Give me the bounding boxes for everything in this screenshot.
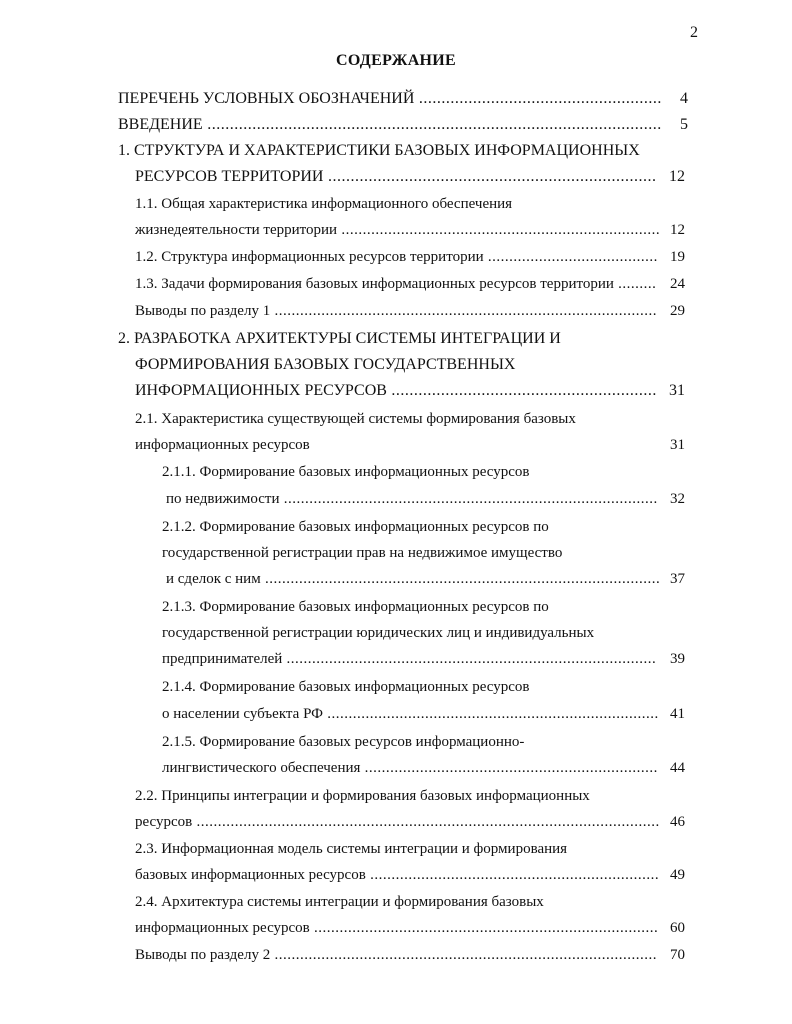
leader-dots: ................................................................................. [309,920,659,936]
toc-entry-line [135,246,792,268]
toc-entry-text: жизнедеятельности территории [135,222,338,238]
leader-dots: ........................................................................... [337,222,661,238]
toc-page-number: 37 [670,571,685,587]
toc-entry-line [135,944,792,966]
toc-page-number: 32 [670,491,685,507]
toc-entry-line [135,838,792,860]
toc-page-number: 60 [670,920,685,936]
toc-entry-text: 2.1.4. Формирование базовых информационных ресурсов [162,679,530,695]
leader-dots: ............................................................................................................. [192,814,660,830]
leader-dots: .......................................................................................... [270,947,657,963]
toc-entry-text: информационных ресурсов [135,437,310,453]
toc-entry-text: 2.1.1. Формирование базовых информационных ресурсов [162,464,530,480]
toc-entry-text: лингвистического обеспечения [162,760,361,776]
toc-entry-text: информационных ресурсов [135,920,310,936]
toc-entry-line [135,300,792,322]
toc-entry-text: 2.1. Характеристика существующей системы формирования базовых [135,411,576,427]
leader-dots: ..................................................................... [360,760,658,776]
toc-entry-text: предпринимателей [162,651,283,667]
toc-entry-line [135,811,792,833]
toc-entry-text: 2.4. Архитектура системы интеграции и формирования базовых [135,894,544,910]
toc-entry-line [135,273,792,295]
toc-entry-line [135,193,792,215]
toc-entry-line [162,542,792,564]
toc-page-number: 49 [670,867,685,883]
toc-page-number: 29 [670,303,685,319]
toc-entry-line [118,114,792,136]
toc-entry-text: 2.1.3. Формирование базовых информационных ресурсов по [162,599,549,615]
toc-entry-line [118,140,792,162]
toc-entry-text: 1.3. Задачи формирования базовых информационных ресурсов территории [135,276,614,292]
toc-entry-line [162,516,792,538]
toc-page-number: 41 [670,706,685,722]
toc-entry-text: по недвижимости [166,491,280,507]
toc-entry-text: ресурсов [135,814,193,830]
toc-entry-line [135,380,792,402]
leader-dots: ........................................ [483,249,658,265]
toc-entry-text: 2.1.2. Формирование базовых информационных ресурсов по [162,519,549,535]
toc-entry-text: 1. СТРУКТУРА И ХАРАКТЕРИСТИКИ БАЗОВЫХ ИНФОРМАЦИОННЫХ [118,142,640,159]
leader-dots: ....................................................................................... [282,651,657,667]
toc-entry-line [162,731,792,753]
page-number: 2 [690,24,698,41]
toc-entry-text: 2.1.5. Формирование базовых ресурсов информационно- [162,734,525,750]
toc-entry-text: ВВЕДЕНИЕ [118,116,203,133]
toc-entry-text: ИНФОРМАЦИОННЫХ РЕСУРСОВ [135,382,387,399]
toc-entry-line [118,88,792,110]
toc-entry-line [135,891,792,913]
toc-entry-line [135,354,792,376]
toc-page-number: 24 [670,276,685,292]
leader-dots: ........................................................... [386,382,657,399]
toc-page-number: 4 [680,90,688,107]
toc-page-number: 44 [670,760,685,776]
toc-entry-line [135,166,792,188]
leader-dots: .................................................................... [365,867,660,883]
toc-entry-text: 1.1. Общая характеристика информационного обеспечения [135,196,513,212]
toc-page-number: 19 [670,249,685,265]
toc-entry-text: государственной регистрации прав на недвижимое имущество [162,545,563,561]
page-title: СОДЕРЖАНИЕ [335,52,457,69]
toc-entry-line [135,434,792,456]
toc-entry-text: 2. РАЗРАБОТКА АРХИТЕКТУРЫ СИСТЕМЫ ИНТЕГРАЦИИ И [118,330,561,347]
leader-dots: ..................................................................................................... [202,116,662,133]
toc-entry-text: ПЕРЕЧЕНЬ УСЛОВНЫХ ОБОЗНАЧЕНИЙ [118,90,415,107]
toc-entry-line [162,461,792,483]
toc-page-number: 46 [670,814,685,830]
toc-entry-line [166,488,792,510]
toc-page-number: 39 [670,651,685,667]
leader-dots: ...................................................... [414,90,662,107]
toc-entry-text: 2.2. Принципы интеграции и формирования базовых информационных [135,788,590,804]
leader-dots: .......................................................................................... [270,303,657,319]
toc-entry-text: РЕСУРСОВ ТЕРРИТОРИИ [135,168,324,185]
toc-page-number: 70 [670,947,685,963]
toc-entry-line [135,864,792,886]
toc-entry-line [162,703,792,725]
toc-entry-text: о населении субъекта РФ [162,706,324,722]
toc-entry-line [135,408,792,430]
toc-entry-line [162,622,792,644]
toc-page-number: 31 [669,382,685,399]
toc-entry-line [162,757,792,779]
toc-entry-text: государственной регистрации юридических лиц и индивидуальных [162,625,595,641]
toc-entry-line [162,676,792,698]
toc-page-number: 12 [670,222,685,238]
leader-dots: ......................................................................... [323,168,657,185]
toc-entry-text: и сделок с ним [166,571,261,587]
toc-entry-line [135,219,792,241]
toc-entry-text: 2.3. Информационная модель системы интеграции и формирования [135,841,568,857]
toc-entry-text: базовых информационных ресурсов [135,867,366,883]
toc-entry-line [162,648,792,670]
leader-dots: .............................................................................. [323,706,659,722]
toc-entry-line [162,596,792,618]
toc-page-number: 12 [669,168,685,185]
leader-dots: ........................................................................................ [279,491,658,507]
toc-entry-line [135,917,792,939]
toc-entry-line [135,785,792,807]
toc-entry-line [166,568,792,590]
leader-dots: ......... [613,276,657,292]
toc-page-number: 5 [680,116,688,133]
toc-page-number: 31 [670,437,685,453]
toc-entry-text: Выводы по разделу 2 [135,947,271,963]
toc-entry-text: ФОРМИРОВАНИЯ БАЗОВЫХ ГОСУДАРСТВЕННЫХ [135,356,516,373]
toc-entry-text: Выводы по разделу 1 [135,303,271,319]
toc-entry-text: 1.2. Структура информационных ресурсов территории [135,249,484,265]
leader-dots: ............................................................................................. [260,571,661,587]
toc-entry-line [118,328,792,350]
